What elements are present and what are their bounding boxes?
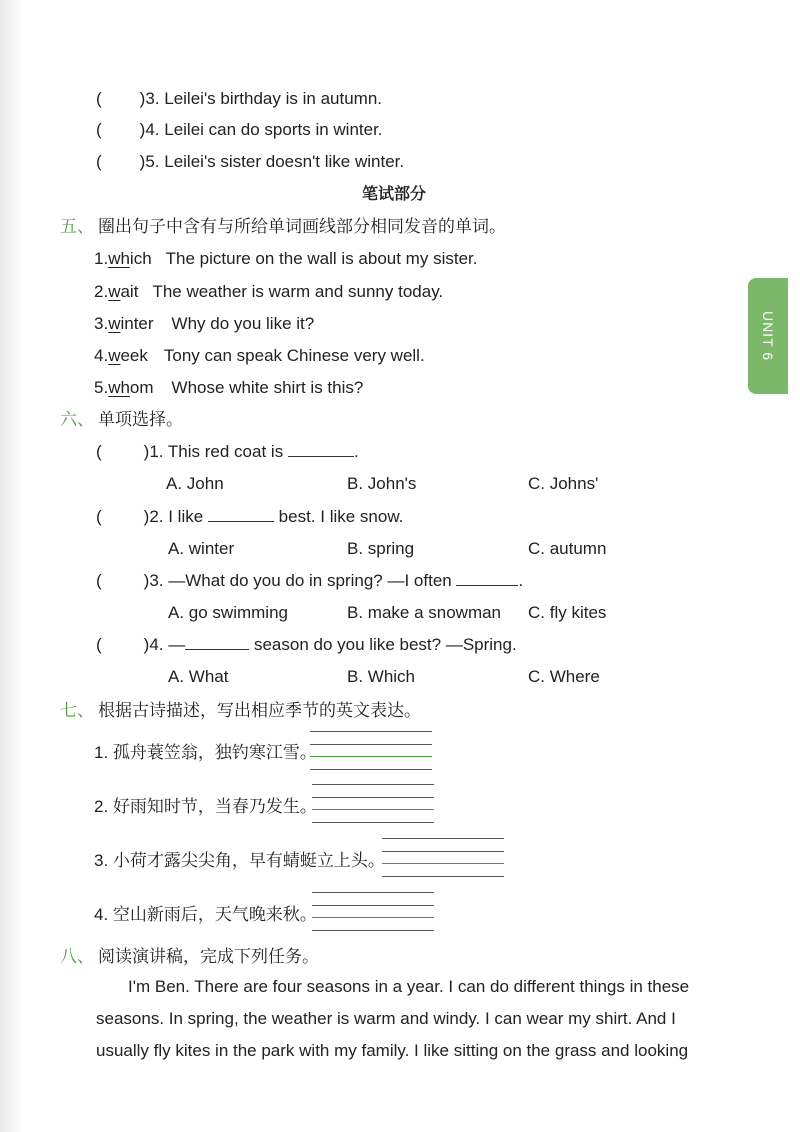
phonics-item-5: 5.whom Whose white shirt is this? (94, 378, 364, 397)
writing-line[interactable] (310, 769, 432, 770)
mc-question-3: ( )3. —What do you do in spring? —I often . (96, 571, 524, 590)
mc-4-option-c: C. Where (528, 667, 600, 686)
mc-question-2: ( )2. I like best. I like snow. (96, 507, 404, 526)
section-5-heading: 五、 圈出句子中含有与所给单词画线部分相同发音的单词。 (60, 217, 506, 236)
section-7-heading: 七、 根据古诗描述，写出相应季节的英文表达。 (60, 701, 421, 720)
phonics-item-3: 3.winter Why do you like it? (94, 314, 315, 333)
writing-line[interactable] (310, 731, 432, 732)
mc-4-option-a: A. What (168, 667, 229, 686)
phonics-item-1: 1.which The picture on the wall is about my sister. (94, 249, 478, 268)
phonics-item-4: 4.week Tony can speak Chinese very well. (94, 346, 425, 365)
writing-line[interactable] (312, 892, 434, 893)
writing-line[interactable] (312, 797, 434, 798)
tf-item-3: ( )3. Leilei's birthday is in autumn. (96, 89, 382, 108)
writing-line[interactable] (382, 876, 504, 877)
mc-1-option-c: C. Johns' (528, 474, 599, 493)
answer-blank[interactable] (208, 507, 274, 522)
mc-1-option-b: B. John's (347, 474, 417, 493)
page-edge-shade (0, 0, 22, 1132)
reading-line-3: usually fly kites in the park with my family. I like sitting on the grass and looking (96, 1041, 689, 1060)
mc-2-option-c: C. autumn (528, 539, 607, 558)
mc-3-option-b: B. make a snowman (347, 603, 502, 622)
mc-2-option-b: B. spring (347, 539, 415, 558)
poem-item-3: 3. 小荷才露尖尖角，早有蜻蜓立上头。 (94, 851, 385, 870)
writing-line[interactable] (312, 822, 434, 823)
mc-4-option-b: B. Which (347, 667, 416, 686)
unit-label: UNIT 6 (760, 310, 776, 362)
reading-line-1: I'm Ben. There are four seasons in a year. I can do different things in these (128, 977, 690, 996)
mc-3-option-c: C. fly kites (528, 603, 607, 622)
mc-question-4: ( )4. — season do you like best? —Spring. (96, 635, 517, 654)
tf-item-4: ( )4. Leilei can do sports in winter. (96, 120, 383, 139)
writing-line[interactable] (312, 905, 434, 906)
unit-side-tab (748, 278, 788, 394)
writing-line[interactable] (312, 930, 434, 931)
answer-blank[interactable] (185, 635, 249, 650)
writing-line[interactable] (312, 917, 434, 918)
poem-item-4: 4. 空山新雨后，天气晚来秋。 (94, 905, 317, 924)
tf-item-5: ( )5. Leilei's sister doesn't like winter. (96, 152, 405, 171)
writing-line[interactable] (310, 744, 432, 745)
poem-item-2: 2. 好雨知时节，当春乃发生。 (94, 797, 317, 816)
answer-blank[interactable] (456, 571, 518, 586)
written-part-title: 笔试部分 (362, 186, 427, 203)
section-6-heading: 六、 单项选择。 (60, 410, 183, 429)
phonics-item-2: 2.wait The weather is warm and sunny today. (94, 282, 444, 301)
mc-2-option-a: A. winter (168, 539, 235, 558)
answer-blank[interactable] (288, 442, 354, 457)
writing-line[interactable] (382, 851, 504, 852)
writing-line[interactable] (382, 863, 504, 864)
writing-line[interactable] (382, 838, 504, 839)
poem-item-1: 1. 孤舟蓑笠翁，独钓寒江雪。 (94, 743, 317, 762)
mc-3-option-a: A. go swimming (168, 603, 288, 622)
writing-line[interactable] (312, 809, 434, 810)
writing-line[interactable] (312, 784, 434, 785)
section-8-heading: 八、 阅读演讲稿，完成下列任务。 (60, 947, 319, 966)
reading-line-2: seasons. In spring, the weather is warm and windy. I can wear my shirt. And I (96, 1009, 676, 1028)
writing-line[interactable] (310, 756, 432, 757)
mc-1-option-a: A. John (166, 474, 224, 493)
mc-question-1: ( )1. This red coat is . (96, 442, 359, 461)
